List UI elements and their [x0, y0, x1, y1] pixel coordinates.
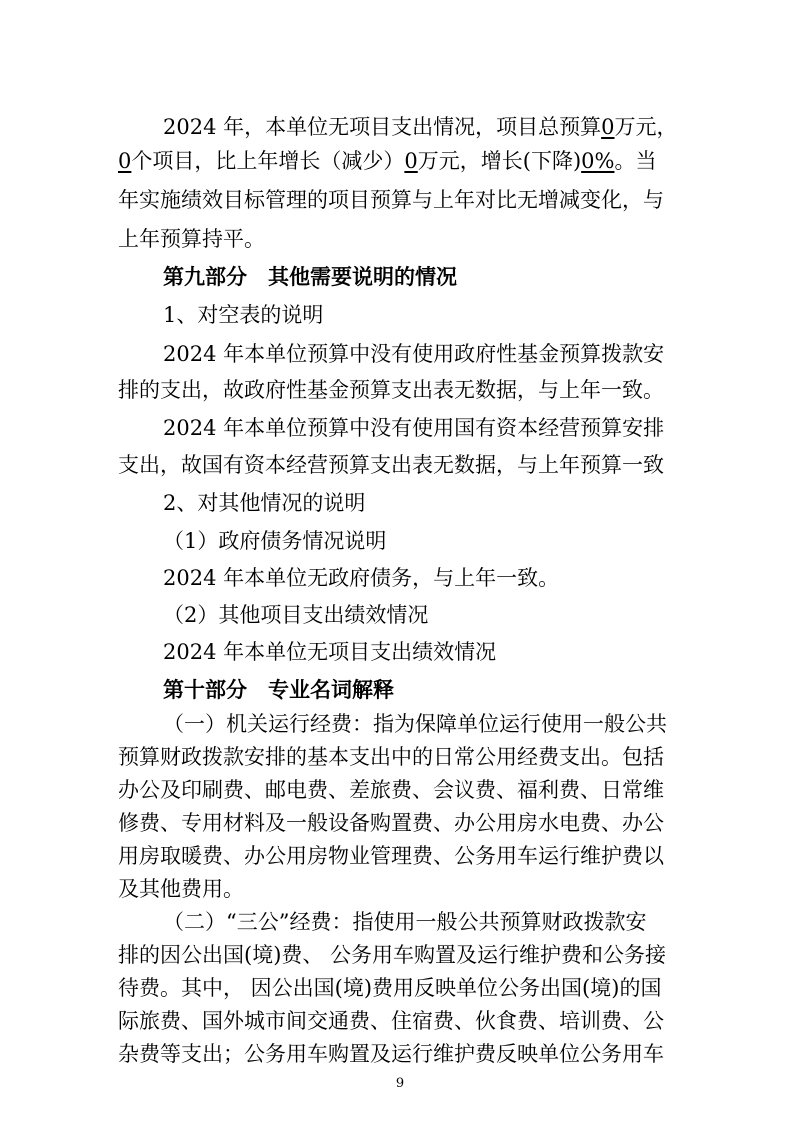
paragraph-line: 年实施绩效目标管理的项目预算与上年对比无增减变化，与: [118, 188, 664, 212]
text-segment: 2024 年，本单位无项目支出情况，项目总预算: [163, 115, 602, 139]
section-heading: 第十部分 专业名词解释: [163, 678, 394, 702]
paragraph-line: [163, 113, 678, 141]
definition-line: （一）机关运行经费：指为保障单位运行使用一般公共: [163, 712, 667, 736]
page-number: 9: [395, 1076, 405, 1091]
subheading: 1、对空表的说明: [163, 303, 324, 327]
definition-line: 排的因公出国(境)费、 公务用车购置及运行维护费和公务接: [118, 943, 667, 967]
paragraph-line: 2024 年本单位预算中没有使用国有资本经营预算安排: [163, 416, 665, 440]
text-segment: 。当: [614, 149, 657, 173]
definition-line: 际旅费、国外城市间交通费、住宿费、伙食费、培训费、公: [118, 1009, 664, 1033]
definition-line: 用房取暖费、办公用房物业管理费、公务用车运行维护费以: [118, 844, 664, 868]
paragraph-line: 支出，故国有资本经营预算支出表无数据，与上年预算一致: [118, 453, 664, 477]
definition-line: 修费、专用材料及一般设备购置费、办公用房水电费、办公: [118, 811, 664, 835]
section-heading: 第九部分 其他需要说明的情况: [163, 265, 457, 289]
list-item: （1）政府债务情况说明: [163, 529, 387, 553]
underlined-value: 0%: [581, 149, 615, 173]
text-segment: 万元，增长(下降): [417, 149, 582, 173]
definition-line: 办公及印刷费、邮电费、差旅费、会议费、福利费、日常维: [118, 778, 664, 802]
underlined-value: 0: [118, 149, 132, 173]
definition-line: 待费。其中， 因公出国(境)费用反映单位公务出国(境)的国: [118, 976, 662, 1000]
paragraph-line: 2024 年本单位预算中没有使用政府性基金预算拨款安: [163, 342, 665, 366]
text-segment: 万元，: [614, 115, 678, 139]
paragraph-line: 排的支出，故政府性基金预算支出表无数据，与上年一致。: [118, 378, 664, 402]
paragraph-line: [118, 147, 656, 175]
paragraph-line: 2024 年本单位无政府债务，与上年一致。: [163, 566, 560, 590]
underlined-value: 0: [601, 115, 615, 139]
definition-line: 及其他费用。: [118, 877, 244, 901]
definition-line: 预算财政拨款安排的基本支出中的日常公用经费支出。包括: [118, 745, 664, 769]
definition-line: （二）“三公”经费：指使用一般公共预算财政拨款安: [163, 910, 647, 934]
list-item: （2）其他项目支出绩效情况: [163, 603, 429, 627]
subheading: 2、对其他情况的说明: [163, 491, 366, 515]
definition-line: 杂费等支出；公务用车购置及运行维护费反映单位公务用车: [118, 1042, 664, 1066]
paragraph-line: 上年预算持平。: [118, 227, 265, 251]
underlined-value: 0: [404, 149, 418, 173]
text-segment: 个项目，比上年增长（减少）: [131, 149, 405, 173]
paragraph-line: 2024 年本单位无项目支出绩效情况: [163, 640, 497, 664]
